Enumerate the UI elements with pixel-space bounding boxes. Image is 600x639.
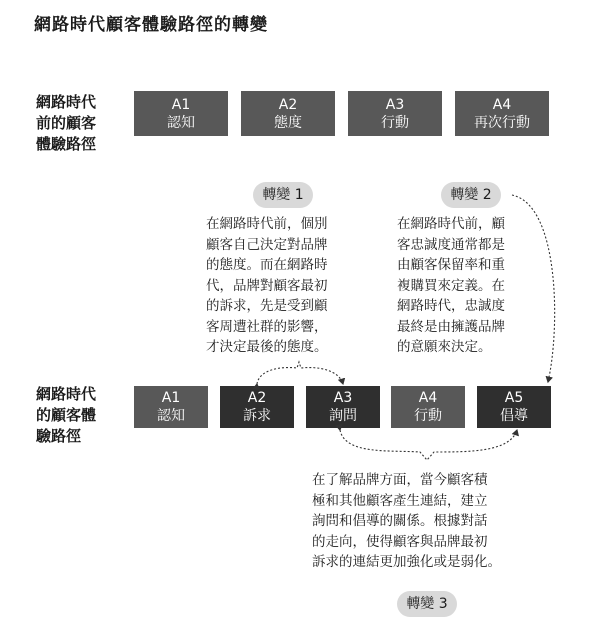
step-code: A3	[333, 390, 353, 406]
shift-1-label: 轉變 1	[253, 182, 313, 208]
step-name: 行動	[414, 408, 442, 424]
step-name: 認知	[167, 114, 195, 131]
step-code: A2	[278, 96, 298, 113]
shift-1-connector	[257, 362, 343, 384]
shift-3-text: 在了解品牌方面，當今顧客積 極和其他顧客產生連結，建立 詢問和倡導的關係。根據對話 的走向，使得顧客與品牌最初 訴求的連結更加強化或是弱化。	[312, 472, 501, 570]
step-code: A5	[504, 390, 524, 406]
before-row-label: 網路時代 前的顧客 體驗路徑	[36, 93, 97, 153]
shift-2-label: 轉變 2	[441, 182, 501, 208]
step-name: 再次行動	[474, 114, 530, 131]
shift-3-label: 轉變 3	[397, 591, 457, 617]
step-code: A4	[418, 390, 438, 406]
shift-3-connector	[340, 430, 517, 460]
step-name: 倡導	[500, 408, 528, 424]
step-code: A3	[385, 96, 405, 113]
step-name: 訴求	[243, 408, 271, 424]
after-row-label: 網路時代 的顧客體 驗路徑	[36, 385, 97, 445]
step-code: A2	[247, 390, 267, 406]
step-code: A1	[161, 390, 181, 406]
step-name: 行動	[381, 114, 409, 131]
step-code: A1	[171, 96, 191, 113]
diagram-title: 網路時代顧客體驗路徑的轉變	[34, 15, 268, 35]
step-name: 態度	[274, 114, 302, 131]
shift-2-text: 在網路時代前，顧 客忠誠度通常都是 由顧客保留率和重 複購買來定義。在 網路時代，忠誠度 最終是由擁護品牌 的意願來決定。	[397, 216, 505, 355]
shift-1-text: 在網路時代前，個別 顧客自己決定對品牌 的態度。而在網路時 代，品牌對顧客最初 的訴求，先是受到顧 客周遭社群的影響， 才決定最後的態度。	[206, 216, 328, 355]
shift-2-connector	[512, 195, 555, 382]
step-name: 認知	[157, 408, 185, 424]
step-code: A4	[492, 96, 512, 113]
step-name: 詢問	[329, 408, 357, 424]
